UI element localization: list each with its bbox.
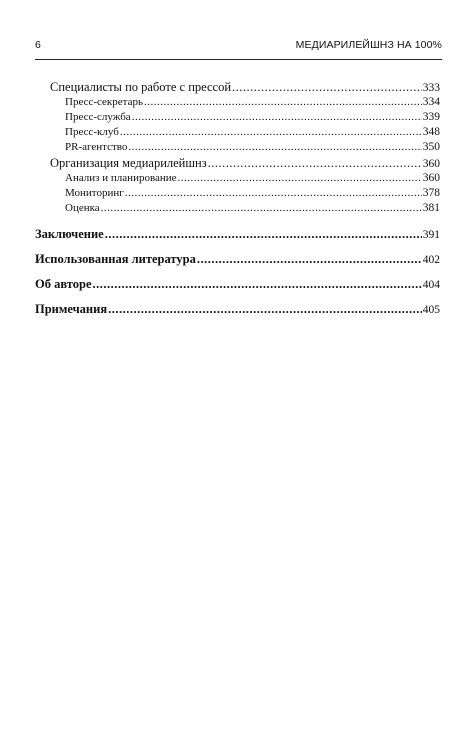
toc-entry-press-club [35, 125, 440, 140]
toc-entry-page: 348 [422, 126, 440, 138]
dot-leader [101, 201, 422, 216]
dot-leader [197, 247, 422, 272]
toc-entry-analysis-planning [35, 171, 440, 186]
toc-entry-evaluation [35, 201, 440, 216]
toc-entry-page: 378 [422, 187, 440, 199]
toc-entry-label: Анализ и планирование [65, 172, 177, 184]
toc-entry-label: PR-агентство [65, 141, 128, 153]
toc-entry-page: 404 [422, 279, 440, 291]
toc-entry-page: 333 [422, 82, 440, 94]
toc-entry-monitoring [35, 186, 440, 201]
dot-leader [144, 95, 422, 110]
dot-leader [128, 140, 421, 155]
toc-entry-label: Использованная литература [35, 252, 196, 266]
toc-entry-page: 405 [422, 304, 440, 316]
dot-leader [178, 171, 422, 186]
header-rule [35, 59, 442, 60]
toc-entry-page: 402 [422, 254, 440, 266]
toc-entry-pr-agency [35, 140, 440, 155]
page-header [35, 34, 442, 54]
dot-leader [232, 79, 422, 95]
toc-entry-page: 350 [422, 141, 440, 153]
toc-entry-about-author [35, 272, 440, 297]
toc-entry-conclusion [35, 222, 440, 247]
toc-entry-press-specialists [35, 79, 440, 95]
toc-entry-label: Оценка [65, 202, 100, 214]
toc-entry-page: 339 [422, 111, 440, 123]
toc-entry-media-relations-organization [35, 155, 440, 171]
toc-entry-press-secretary [35, 95, 440, 110]
toc-entry-label: Специалисты по работе с прессой [50, 80, 232, 94]
toc-entry-label: Примечания [35, 302, 108, 316]
toc-entry-label: Мониторинг [65, 187, 124, 199]
dot-leader [105, 222, 422, 247]
dot-leader [125, 186, 422, 201]
toc-entry-label: Пресс-секретарь [65, 96, 143, 108]
toc-entry-page: 334 [422, 96, 440, 108]
toc-entry-references [35, 247, 440, 272]
dot-leader [93, 272, 422, 297]
table-of-contents [35, 79, 440, 322]
page-number: 6 [35, 39, 41, 51]
toc-entry-page: 381 [422, 202, 440, 214]
dot-leader [108, 297, 422, 322]
toc-entry-label: Об авторе [35, 277, 92, 291]
dot-leader [120, 125, 422, 140]
toc-entry-page: 360 [422, 158, 440, 170]
running-title: МЕДИАРИЛЕЙШНЗ НА 100% [295, 39, 442, 51]
toc-entry-page: 360 [422, 172, 440, 184]
toc-entry-label: Пресс-клуб [65, 126, 119, 138]
toc-entry-label: Пресс-служба [65, 111, 131, 123]
toc-entry-label: Организация медиарилейшнз [50, 156, 207, 170]
dot-leader [208, 155, 422, 171]
toc-entry-press-service [35, 110, 440, 125]
toc-entry-notes [35, 297, 440, 322]
toc-entry-page: 391 [422, 229, 440, 241]
dot-leader [132, 110, 422, 125]
toc-entry-label: Заключение [35, 227, 104, 241]
